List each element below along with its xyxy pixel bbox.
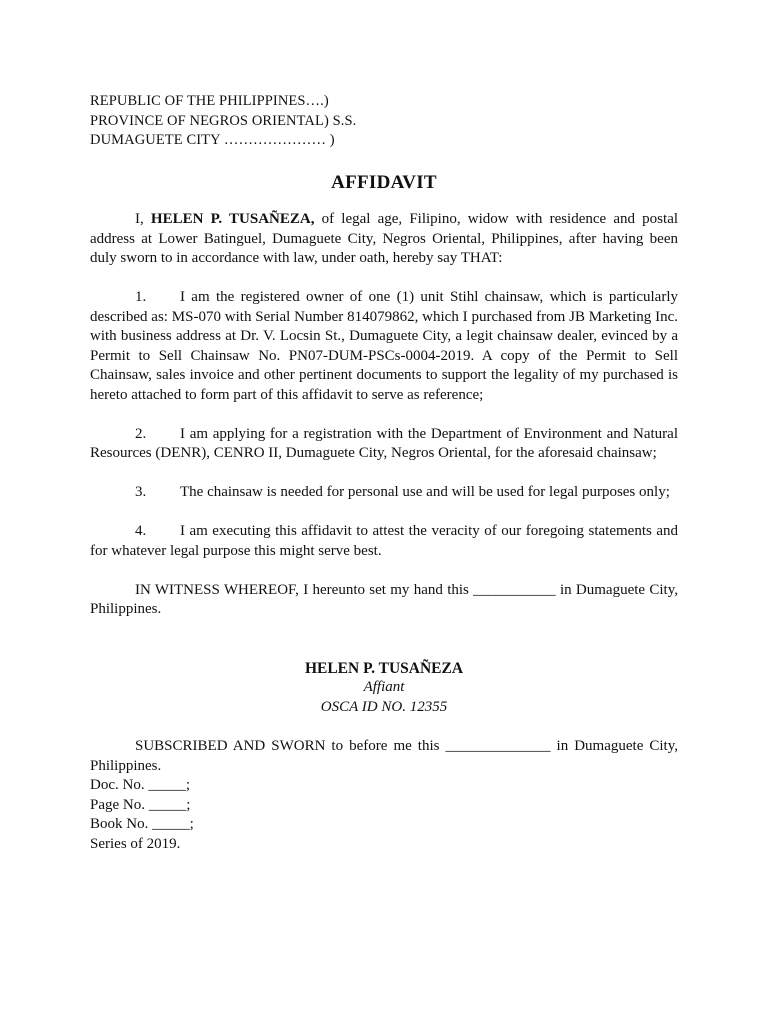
item-number: 1.	[135, 289, 147, 305]
intro-prefix: I,	[135, 211, 144, 227]
venue-block	[90, 92, 678, 151]
intro-text: of legal age, Filipino, widow with residence and postal address at Lower Batinguel, Dumaguete City, Negros Oriental, Philippines, after having been duly sworn to in accordance with law, under oath, hereby say THAT:	[90, 211, 679, 266]
page-number: Page No. _____;	[90, 796, 191, 813]
statement-item-3	[90, 483, 678, 503]
witness-paragraph: IN WITNESS WHEREOF, I hereunto set my hand this ___________ in Dumaguete City, Philippines.	[90, 581, 678, 617]
item-number: 4.	[135, 523, 147, 539]
venue-line-city: DUMAGUETE CITY ………………… )	[90, 132, 335, 148]
item-text: I am applying for a registration with the Department of Environment and Natural Resources (DENR), CENRO II, Dumaguete City, Negros Oriental, for the aforesaid chainsaw;	[90, 425, 678, 461]
series-year: Series of 2019.	[90, 835, 181, 852]
affiant-name: HELEN P. TUSAÑEZA	[304, 659, 464, 677]
affiant-name-intro: HELEN P. TUSAÑEZA,	[150, 211, 315, 227]
signature-block	[90, 659, 678, 718]
book-number: Book No. _____;	[90, 816, 194, 832]
venue-line-republic: REPUBLIC OF THE PHILIPPINES….)	[90, 93, 329, 109]
affiant-id: OSCA ID NO. 12355	[320, 698, 448, 715]
intro-paragraph	[90, 210, 678, 269]
doc-number: Doc. No. _____;	[90, 777, 190, 793]
item-text: The chainsaw is needed for personal use and will be used for legal purposes only;	[180, 484, 670, 500]
item-number: 2.	[135, 425, 147, 442]
venue-line-province: PROVINCE OF NEGROS ORIENTAL) S.S.	[90, 112, 357, 129]
jurat-sworn: SUBSCRIBED AND SWORN to before me this ______________ in Dumaguete City, Philippines.	[90, 738, 678, 774]
statement-item-1	[90, 288, 678, 405]
item-number: 3.	[135, 484, 147, 500]
item-text: I am executing this affidavit to attest the veracity of our foregoing statements and for whatever legal purpose this might serve best.	[90, 523, 678, 559]
jurat-block	[90, 737, 678, 854]
item-text: I am the registered owner of one (1) unit Stihl chainsaw, which is particularly described as: MS-070 with Serial Number 814079862, which I purchased from JB Marketing Inc. with business address at Dr. V. Locsin St., Dumaguete City, a legit chainsaw dealer, evinced by a Permit to Sell Chainsaw No. PN07-DUM-PSCs-0004-2019. A copy of the Permit to Sell Chainsaw, sales invoice and other pertinent documents to support the legality of my purchased is hereto attached to form part of this affidavit to serve as reference;	[90, 289, 678, 403]
affiant-role: Affiant	[363, 679, 405, 695]
statement-item-4	[90, 522, 678, 561]
affidavit-document	[90, 92, 678, 854]
document-title: AFFIDAVIT	[331, 171, 437, 193]
statement-item-2	[90, 425, 678, 464]
